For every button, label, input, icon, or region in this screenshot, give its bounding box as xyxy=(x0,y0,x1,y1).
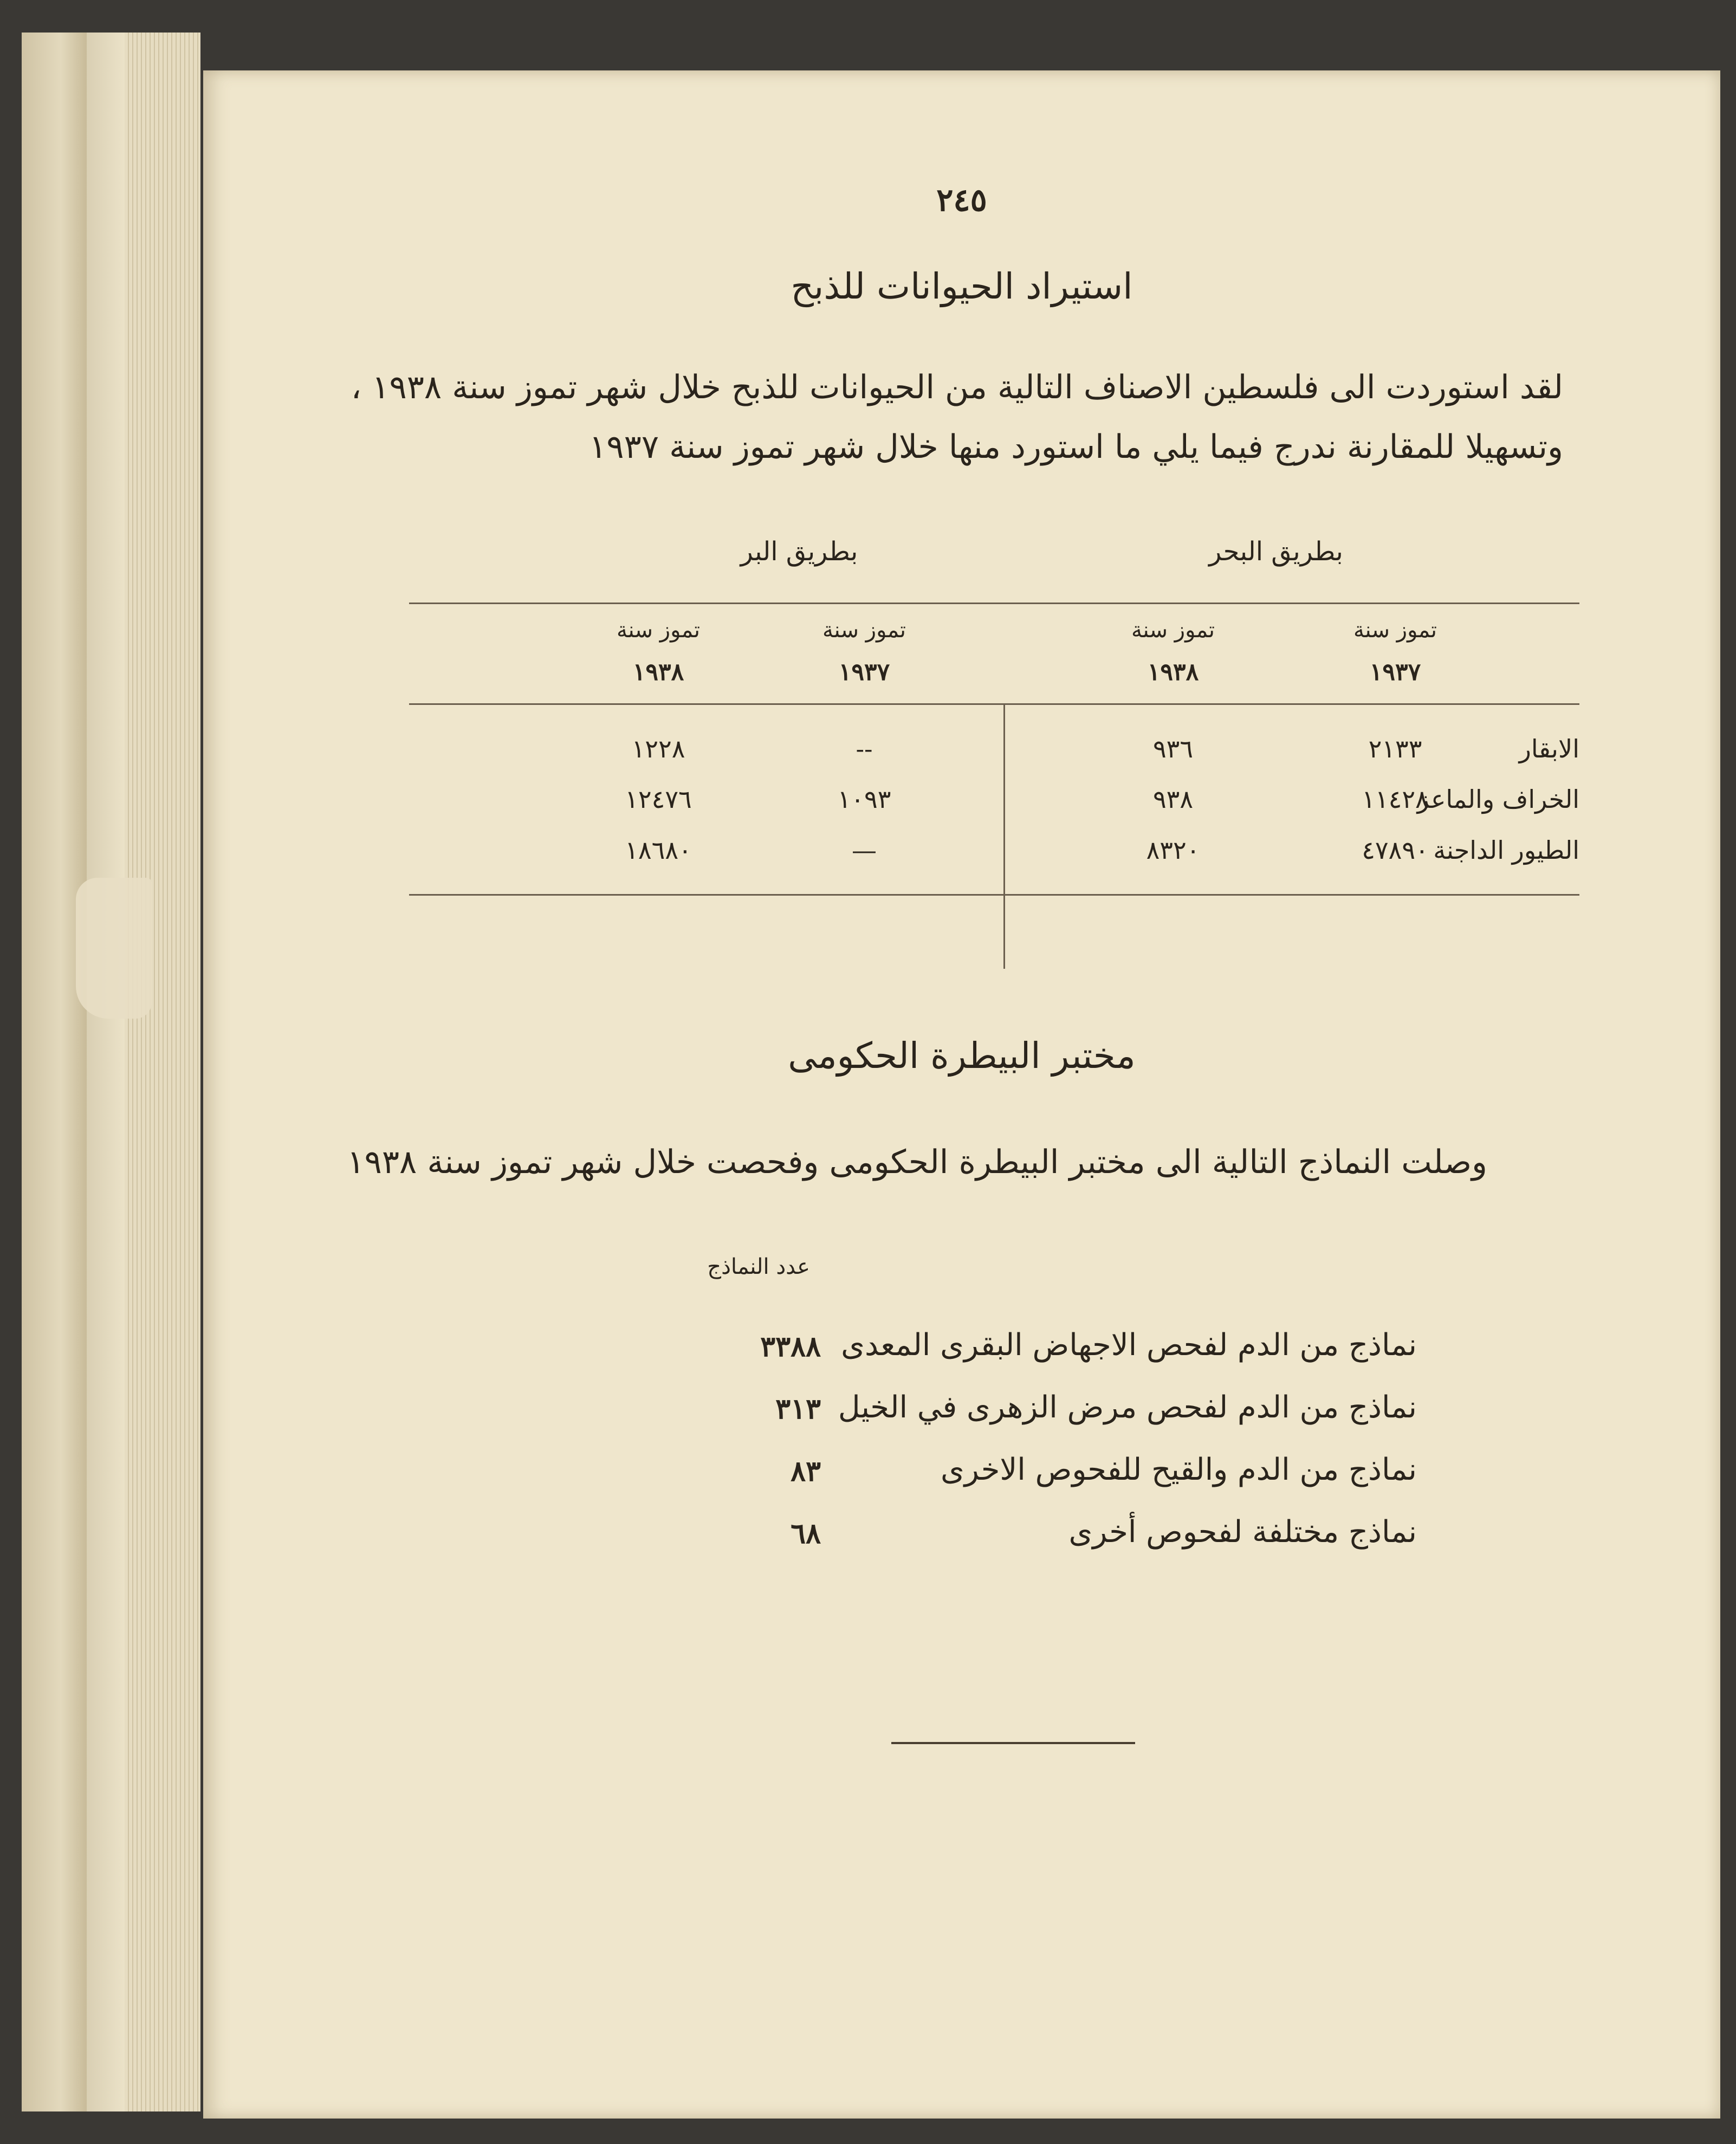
book-edge xyxy=(87,33,125,2111)
vet-lab-intro: وصلت النماذج التالية الى مختبر البيطرة الحكومى وفحصت خلال شهر تموز سنة ١٩٣٨ xyxy=(347,1143,1487,1181)
table-cell: -- xyxy=(856,734,873,763)
count-header: عدد النماذج xyxy=(707,1254,810,1279)
sample-count: ٦٨ xyxy=(791,1517,821,1550)
header-rule-land xyxy=(409,703,1005,705)
page-edges xyxy=(125,33,200,2111)
intro-line-2: وتسهيلا للمقارنة ندرج فيما يلي ما استورد منها خلال شهر تموز سنة ١٩٣٧ xyxy=(589,428,1563,466)
row-label: الخراف والماعز xyxy=(1417,785,1579,814)
col-header-label: تموز سنة xyxy=(822,618,906,643)
table-cell: ٤٧٨٩٠ xyxy=(1362,835,1429,865)
col-header-year: ١٩٣٧ xyxy=(838,658,890,686)
col-header-year: ١٩٣٨ xyxy=(632,658,684,686)
group-header-land: بطريق البر xyxy=(740,536,858,567)
group-header-sea: بطريق البحر xyxy=(1209,536,1343,567)
column-divider xyxy=(1003,703,1005,969)
table-cell: ٩٣٦ xyxy=(1152,734,1194,763)
table-bottom-rule xyxy=(409,894,1579,896)
table-cell: ١٢٢٨ xyxy=(631,734,685,763)
table-cell: ١٢٤٧٦ xyxy=(625,785,692,814)
book-page xyxy=(203,70,1720,2119)
section-title-animal-imports: استيراد الحيوانات للذبح xyxy=(791,265,1133,307)
page-number: ٢٤٥ xyxy=(936,182,987,218)
col-header-label: تموز سنة xyxy=(1353,618,1437,643)
sample-count: ٨٣ xyxy=(791,1455,821,1488)
sample-label: نماذج من الدم والقيح للفحوص الاخرى xyxy=(940,1452,1417,1487)
table-cell: ١٨٦٨٠ xyxy=(625,835,692,865)
sample-count: ٣٣٨٨ xyxy=(760,1330,821,1363)
intro-line-1: لقد استوردت الى فلسطين الاصناف التالية من الحيوانات للذبح خلال شهر تموز سنة ١٩٣٨ ، xyxy=(351,368,1563,406)
table-cell: ١١٤٢٨ xyxy=(1362,785,1429,814)
col-header-label: تموز سنة xyxy=(617,618,700,643)
table-cell: ٩٣٨ xyxy=(1152,785,1194,814)
book-edge xyxy=(22,33,87,2111)
section-title-vet-lab: مختبر البيطرة الحكومى xyxy=(788,1035,1136,1077)
end-rule xyxy=(891,1742,1135,1744)
table-cell: ٢١٣٣ xyxy=(1368,734,1422,763)
table-cell: — xyxy=(852,835,877,865)
header-rule-sea xyxy=(1005,703,1579,705)
row-label: الطيور الداجنة xyxy=(1433,835,1579,865)
table-cell: ١٠٩٣ xyxy=(837,785,891,814)
sample-label: نماذج مختلفة لفحوص أخرى xyxy=(1068,1514,1417,1550)
col-header-label: تموز سنة xyxy=(1131,618,1215,643)
col-header-year: ١٩٣٨ xyxy=(1147,658,1199,686)
sample-count: ٣١٣ xyxy=(775,1392,821,1426)
table-top-rule xyxy=(409,603,1579,604)
col-header-year: ١٩٣٧ xyxy=(1369,658,1421,686)
sample-label: نماذج من الدم لفحص مرض الزهرى في الخيل xyxy=(838,1390,1417,1425)
torn-paper-strip xyxy=(76,878,152,1019)
row-label: الابقار xyxy=(1519,734,1579,763)
table-cell: ٨٣٢٠ xyxy=(1146,835,1200,865)
sample-label: نماذج من الدم لفحص الاجهاض البقرى المعدى xyxy=(841,1327,1417,1363)
